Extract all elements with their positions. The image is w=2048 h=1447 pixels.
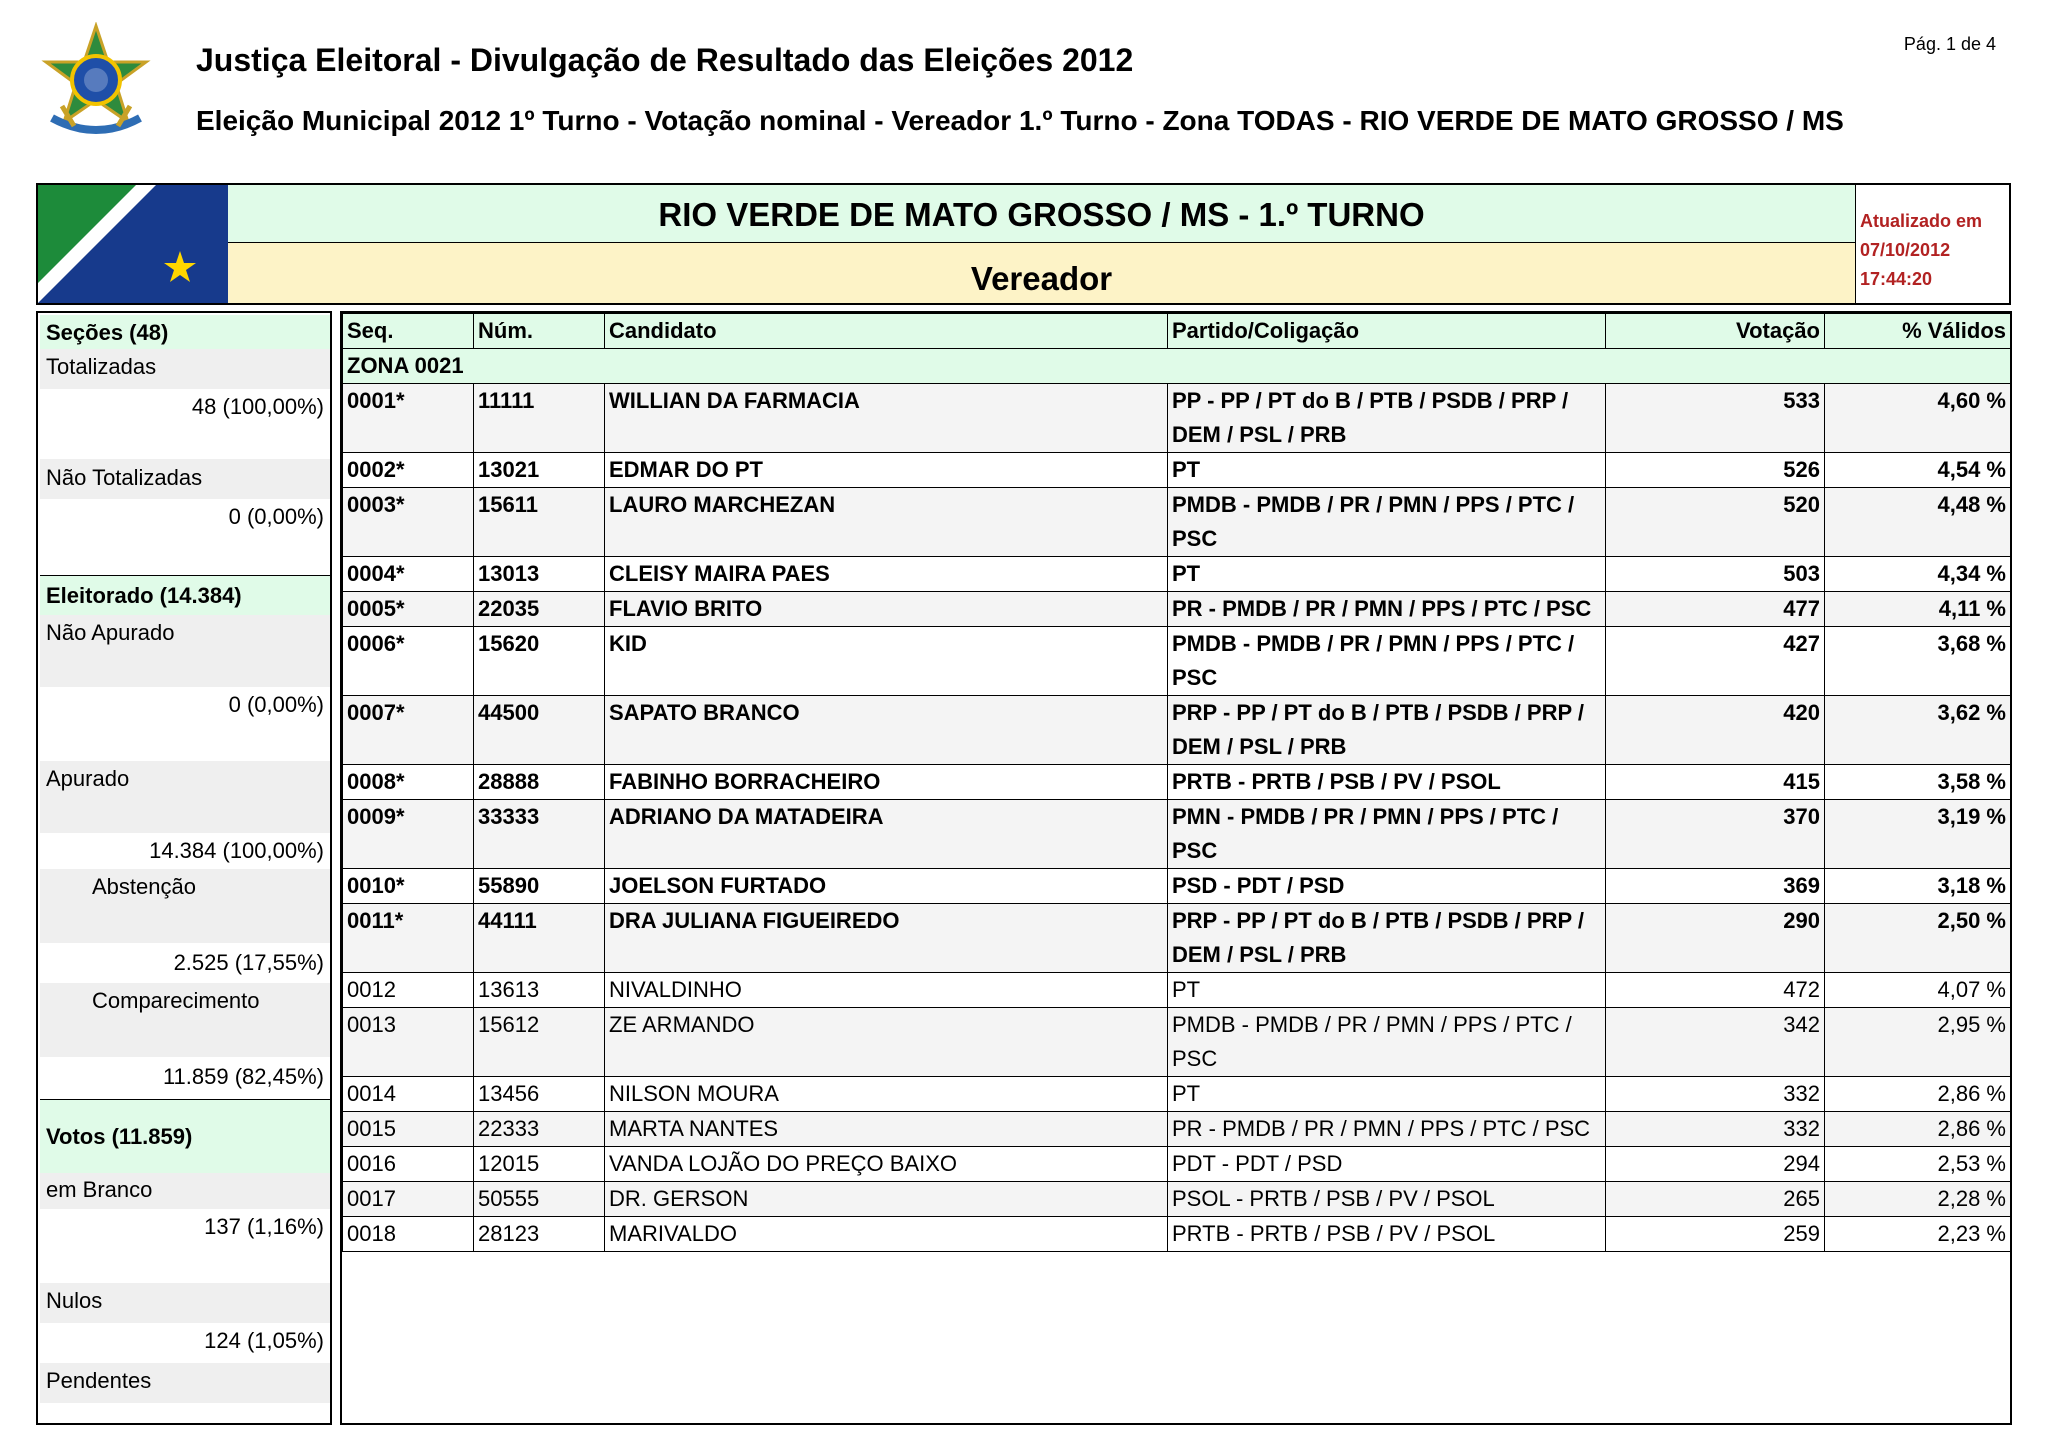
- table-row: [343, 869, 2011, 904]
- nao-apurado-value: 0 (0,00%): [228, 692, 324, 717]
- table-row: [343, 904, 2011, 973]
- table-row: [343, 1112, 2011, 1147]
- table-row: [343, 453, 2011, 488]
- table-row: [343, 488, 2011, 557]
- cell-seq: 0010*: [343, 869, 474, 904]
- cell-num: 28888: [474, 765, 605, 800]
- cell-seq: 0015: [343, 1112, 474, 1147]
- cell-votacao: 294: [1606, 1147, 1825, 1182]
- cell-candidato: EDMAR DO PT: [605, 453, 1168, 488]
- cell-validos: 4,07 %: [1825, 973, 2011, 1008]
- cell-seq: 0016: [343, 1147, 474, 1182]
- page-number: Pág. 1 de 4: [1903, 34, 1996, 54]
- cell-validos: 2,53 %: [1825, 1147, 2011, 1182]
- results-table-container: [340, 311, 2012, 1425]
- cell-partido: PMN - PMDB / PR / PMN / PPS / PTC / PSC: [1168, 800, 1606, 869]
- cell-seq: 0003*: [343, 488, 474, 557]
- cell-num: 13613: [474, 973, 605, 1008]
- table-row: [343, 592, 2011, 627]
- cell-candidato: SAPATO BRANCO: [605, 696, 1168, 765]
- cell-validos: 3,18 %: [1825, 869, 2011, 904]
- cell-num: 11111: [474, 384, 605, 453]
- cell-votacao: 477: [1606, 592, 1825, 627]
- cell-validos: 2,28 %: [1825, 1182, 2011, 1217]
- table-row: [343, 696, 2011, 765]
- cell-votacao: 342: [1606, 1008, 1825, 1077]
- cell-num: 44111: [474, 904, 605, 973]
- cell-num: 55890: [474, 869, 605, 904]
- cell-partido: PMDB - PMDB / PR / PMN / PPS / PTC / PSC: [1168, 627, 1606, 696]
- cell-partido: PT: [1168, 973, 1606, 1008]
- banner-cargo: Vereador: [228, 243, 1856, 303]
- nao-totalizadas-value: 0 (0,00%): [228, 504, 324, 529]
- branco-label: em Branco: [40, 1173, 330, 1209]
- update-timestamp: [1860, 207, 2010, 294]
- cell-candidato: DRA JULIANA FIGUEIREDO: [605, 904, 1168, 973]
- cell-num: 13013: [474, 557, 605, 592]
- cell-seq: 0006*: [343, 627, 474, 696]
- pendentes-label: Pendentes: [40, 1363, 330, 1403]
- cell-num: 33333: [474, 800, 605, 869]
- cell-partido: PR - PMDB / PR / PMN / PPS / PTC / PSC: [1168, 1112, 1606, 1147]
- table-row: [343, 1217, 2011, 1252]
- totalizadas-label: Totalizadas: [40, 349, 330, 389]
- abstencao-value: 2.525 (17,55%): [173, 950, 324, 975]
- col-header-seq: Seq.: [343, 314, 474, 349]
- cell-candidato: KID: [605, 627, 1168, 696]
- cell-candidato: VANDA LOJÃO DO PREÇO BAIXO: [605, 1147, 1168, 1182]
- cell-partido: PRTB - PRTB / PSB / PV / PSOL: [1168, 1217, 1606, 1252]
- cell-seq: 0017: [343, 1182, 474, 1217]
- cell-seq: 0013: [343, 1008, 474, 1077]
- cell-candidato: NILSON MOURA: [605, 1077, 1168, 1112]
- cell-partido: PMDB - PMDB / PR / PMN / PPS / PTC / PSC: [1168, 488, 1606, 557]
- cell-candidato: JOELSON FURTADO: [605, 869, 1168, 904]
- cell-validos: 3,58 %: [1825, 765, 2011, 800]
- col-header-num: Núm.: [474, 314, 605, 349]
- nulos-label: Nulos: [40, 1283, 330, 1323]
- cell-candidato: FLAVIO BRITO: [605, 592, 1168, 627]
- col-header-partido: Partido/Coligação: [1168, 314, 1606, 349]
- brazil-coat-of-arms-icon: [34, 22, 158, 142]
- cell-num: 13021: [474, 453, 605, 488]
- updated-label: Atualizado em: [1860, 211, 1983, 231]
- abstencao-label: Abstenção: [40, 869, 330, 943]
- table-row: [343, 1182, 2011, 1217]
- nao-apurado-label: Não Apurado: [40, 615, 330, 687]
- cell-candidato: CLEISY MAIRA PAES: [605, 557, 1168, 592]
- cell-partido: PT: [1168, 1077, 1606, 1112]
- comparecimento-value: 11.859 (82,45%): [162, 1064, 324, 1089]
- nao-totalizadas-label: Não Totalizadas: [40, 459, 330, 499]
- page-subtitle: Eleição Municipal 2012 1º Turno - Votação nominal - Vereador 1.º Turno - Zona TODAS - RIO VERDE DE MATO GROSSO / MS: [196, 105, 1844, 136]
- cell-partido: PSOL - PRTB / PSB / PV / PSOL: [1168, 1182, 1606, 1217]
- cell-votacao: 332: [1606, 1112, 1825, 1147]
- cell-num: 50555: [474, 1182, 605, 1217]
- cell-votacao: 526: [1606, 453, 1825, 488]
- cell-num: 15620: [474, 627, 605, 696]
- cell-votacao: 427: [1606, 627, 1825, 696]
- updated-time: 17:44:20: [1860, 269, 1933, 289]
- cell-num: 12015: [474, 1147, 605, 1182]
- cell-partido: PRP - PP / PT do B / PTB / PSDB / PRP / DEM / PSL / PRB: [1168, 904, 1606, 973]
- cell-votacao: 533: [1606, 384, 1825, 453]
- cell-votacao: 265: [1606, 1182, 1825, 1217]
- cell-validos: 2,86 %: [1825, 1077, 2011, 1112]
- cell-seq: 0009*: [343, 800, 474, 869]
- cell-candidato: MARIVALDO: [605, 1217, 1168, 1252]
- cell-candidato: ADRIANO DA MATADEIRA: [605, 800, 1168, 869]
- cell-partido: PT: [1168, 453, 1606, 488]
- table-row: [343, 627, 2011, 696]
- ms-state-flag-icon: [38, 185, 228, 303]
- cell-votacao: 472: [1606, 973, 1825, 1008]
- cell-votacao: 520: [1606, 488, 1825, 557]
- cell-validos: 4,11 %: [1825, 592, 2011, 627]
- cell-seq: 0007*: [343, 696, 474, 765]
- cell-validos: 3,19 %: [1825, 800, 2011, 869]
- summary-panel: [36, 311, 332, 1425]
- cell-partido: PRTB - PRTB / PSB / PV / PSOL: [1168, 765, 1606, 800]
- results-table: [342, 313, 2011, 1252]
- cell-votacao: 503: [1606, 557, 1825, 592]
- banner-title: RIO VERDE DE MATO GROSSO / MS - 1.º TURNO: [228, 185, 1856, 243]
- totalizadas-value: 48 (100,00%): [191, 394, 324, 419]
- cell-votacao: 415: [1606, 765, 1825, 800]
- cell-seq: 0012: [343, 973, 474, 1008]
- votos-heading: Votos (11.859): [40, 1099, 330, 1173]
- cell-partido: PDT - PDT / PSD: [1168, 1147, 1606, 1182]
- cell-votacao: 370: [1606, 800, 1825, 869]
- cell-num: 15611: [474, 488, 605, 557]
- zona-label: ZONA 0021: [343, 349, 2011, 384]
- col-header-candidato: Candidato: [605, 314, 1168, 349]
- table-row: [343, 384, 2011, 453]
- cell-votacao: 369: [1606, 869, 1825, 904]
- cell-partido: PT: [1168, 557, 1606, 592]
- cell-candidato: LAURO MARCHEZAN: [605, 488, 1168, 557]
- cell-partido: PRP - PP / PT do B / PTB / PSDB / PRP / DEM / PSL / PRB: [1168, 696, 1606, 765]
- cell-num: 22333: [474, 1112, 605, 1147]
- result-banner: [36, 183, 2011, 305]
- cell-seq: 0014: [343, 1077, 474, 1112]
- table-row: [343, 557, 2011, 592]
- apurado-value: 14.384 (100,00%): [149, 838, 324, 863]
- col-header-votacao: Votação: [1606, 314, 1825, 349]
- apurado-label: Apurado: [40, 761, 330, 833]
- cell-seq: 0008*: [343, 765, 474, 800]
- table-row: [343, 1077, 2011, 1112]
- cell-validos: 2,23 %: [1825, 1217, 2011, 1252]
- cell-num: 13456: [474, 1077, 605, 1112]
- cell-validos: 2,50 %: [1825, 904, 2011, 973]
- cell-seq: 0018: [343, 1217, 474, 1252]
- table-row: [343, 800, 2011, 869]
- cell-candidato: NIVALDINHO: [605, 973, 1168, 1008]
- table-row: [343, 973, 2011, 1008]
- cell-seq: 0001*: [343, 384, 474, 453]
- cell-partido: PP - PP / PT do B / PTB / PSDB / PRP / DEM / PSL / PRB: [1168, 384, 1606, 453]
- cell-validos: 4,54 %: [1825, 453, 2011, 488]
- page-title: Justiça Eleitoral - Divulgação de Resultado das Eleições 2012: [196, 42, 1134, 78]
- cell-validos: 3,68 %: [1825, 627, 2011, 696]
- nulos-value: 124 (1,05%): [204, 1328, 324, 1353]
- cell-votacao: 332: [1606, 1077, 1825, 1112]
- cell-num: 15612: [474, 1008, 605, 1077]
- cell-candidato: MARTA NANTES: [605, 1112, 1168, 1147]
- cell-votacao: 290: [1606, 904, 1825, 973]
- cell-partido: PMDB - PMDB / PR / PMN / PPS / PTC / PSC: [1168, 1008, 1606, 1077]
- cell-seq: 0002*: [343, 453, 474, 488]
- updated-date: 07/10/2012: [1860, 240, 1951, 260]
- cell-validos: 4,34 %: [1825, 557, 2011, 592]
- cell-num: 28123: [474, 1217, 605, 1252]
- cell-num: 44500: [474, 696, 605, 765]
- col-header-validos: % Válidos: [1825, 314, 2011, 349]
- cell-candidato: WILLIAN DA FARMACIA: [605, 384, 1168, 453]
- cell-validos: 2,86 %: [1825, 1112, 2011, 1147]
- cell-partido: PSD - PDT / PSD: [1168, 869, 1606, 904]
- cell-validos: 3,62 %: [1825, 696, 2011, 765]
- branco-value: 137 (1,16%): [204, 1214, 324, 1239]
- table-row: [343, 1147, 2011, 1182]
- cell-partido: PR - PMDB / PR / PMN / PPS / PTC / PSC: [1168, 592, 1606, 627]
- cell-candidato: ZE ARMANDO: [605, 1008, 1168, 1077]
- secoes-heading: Seções (48): [40, 315, 330, 349]
- cell-seq: 0005*: [343, 592, 474, 627]
- comparecimento-label: Comparecimento: [40, 983, 330, 1057]
- cell-num: 22035: [474, 592, 605, 627]
- table-row: [343, 1008, 2011, 1077]
- cell-validos: 4,60 %: [1825, 384, 2011, 453]
- cell-validos: 4,48 %: [1825, 488, 2011, 557]
- cell-votacao: 259: [1606, 1217, 1825, 1252]
- eleitorado-heading: Eleitorado (14.384): [40, 575, 330, 615]
- cell-seq: 0011*: [343, 904, 474, 973]
- cell-validos: 2,95 %: [1825, 1008, 2011, 1077]
- cell-votacao: 420: [1606, 696, 1825, 765]
- table-row: [343, 765, 2011, 800]
- cell-candidato: DR. GERSON: [605, 1182, 1168, 1217]
- cell-seq: 0004*: [343, 557, 474, 592]
- cell-candidato: FABINHO BORRACHEIRO: [605, 765, 1168, 800]
